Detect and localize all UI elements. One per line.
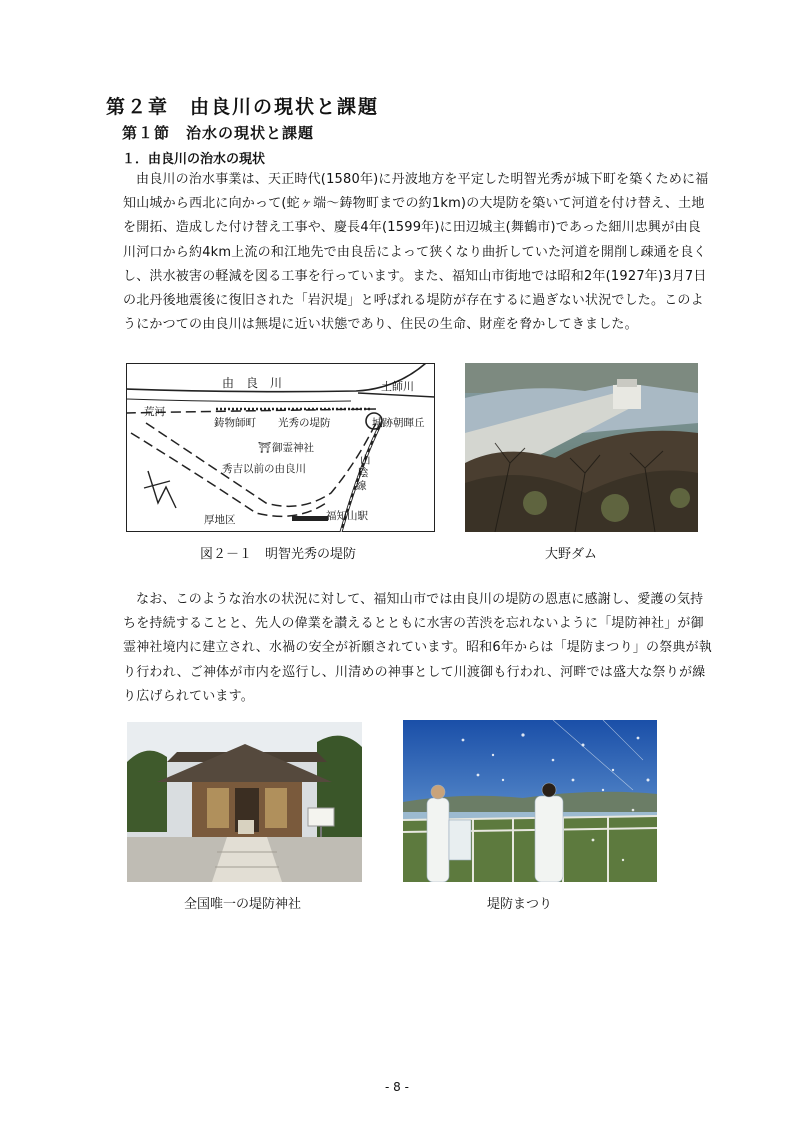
paragraph-embankment-shrine bbox=[123, 588, 713, 709]
map-label-dosigawa: 土師川 bbox=[381, 381, 414, 393]
svg-text:陰: 陰 bbox=[358, 467, 369, 479]
map-label-embankment: 光秀の堤防 bbox=[278, 417, 331, 429]
embankment-shrine-photo bbox=[127, 722, 362, 882]
map-label-atsu: 厚地区 bbox=[204, 514, 236, 526]
embankment-festival-photo bbox=[403, 720, 657, 882]
chapter-title: 第２章 由良川の現状と課題 bbox=[106, 96, 380, 118]
subsection-title: １．由良川の治水の現状 bbox=[122, 152, 266, 167]
akechi-embankment-map bbox=[126, 363, 435, 532]
map-label-arakawa: 荒河 bbox=[144, 406, 165, 418]
map-label-castle: 城跡朝暉丘 bbox=[372, 417, 425, 429]
caption-ono-dam: 大野ダム bbox=[545, 547, 598, 562]
caption-embankment-shrine: 全国唯一の堤防神社 bbox=[184, 897, 302, 912]
page-number: - 8 - bbox=[385, 1080, 409, 1094]
paragraph-flood-control-history bbox=[123, 168, 713, 337]
map-label-river: 由 良 川 bbox=[222, 376, 283, 390]
shrine-icon: ⛩ bbox=[258, 442, 272, 454]
map-label-old-river: 秀吉以前の由良川 bbox=[222, 463, 306, 475]
station-marker bbox=[292, 516, 328, 521]
map-label-station: 福知山駅 bbox=[326, 510, 368, 522]
ono-dam-photo bbox=[465, 363, 698, 532]
caption-figure-2-1: 図２－１ 明智光秀の堤防 bbox=[200, 547, 357, 562]
caption-embankment-festival: 堤防まつり bbox=[487, 897, 553, 912]
paragraph-1-text: 由良川の治水事業は、天正時代(1580年)に丹波地方を平定した明智光秀が城下町を築くために福知山城から西北に向かって(蛇ヶ端～鋳物町までの約1km)の大堤防を築いて河道を付け替え、土地を開拓、造成した付け替え工事や、慶長4年(1599年)に田辺城主(舞鶴市)であった細川忠興が由良川河口から約4km上流の和江地先で由良岳によって狭くなり曲折していた河道を開削し疎通を良くし、洪水被害の軽減を図る工事を行っています。また、福知山市街地では昭和2年(1927年)3月7日の北丹後地震後に復旧された「岩沢堤」と呼ばれる堤防が存在するに過ぎない状況でした。このようにかつての由良川は無堤に近い状態であり、住民の生命、財産を脅かしてきました。 bbox=[123, 172, 709, 333]
section-title: 第１節 治水の現状と課題 bbox=[122, 124, 315, 142]
map-label-shrine: 御霊神社 bbox=[272, 442, 314, 454]
paragraph-2-text: なお、このような治水の状況に対して、福知山市では由良川の堤防の恩恵に感謝し、愛護の気持ちを持続することと、先人の偉業を讃えるとともに水害の苦渋を忘れないように「堤防神社」が御霊神社境内に建立され、水禍の安全が祈願されています。昭和6年からは「堤防まつり」の祭典が執り行われ、ご神体が市内を巡行し、川清めの神事として川渡御も行われ、河畔では盛大な祭りが繰り広げられています。 bbox=[123, 592, 713, 704]
svg-text:線: 線 bbox=[356, 480, 367, 492]
map-label-imoji: 鋳物師町 bbox=[214, 417, 256, 429]
svg-text:山: 山 bbox=[360, 454, 371, 466]
